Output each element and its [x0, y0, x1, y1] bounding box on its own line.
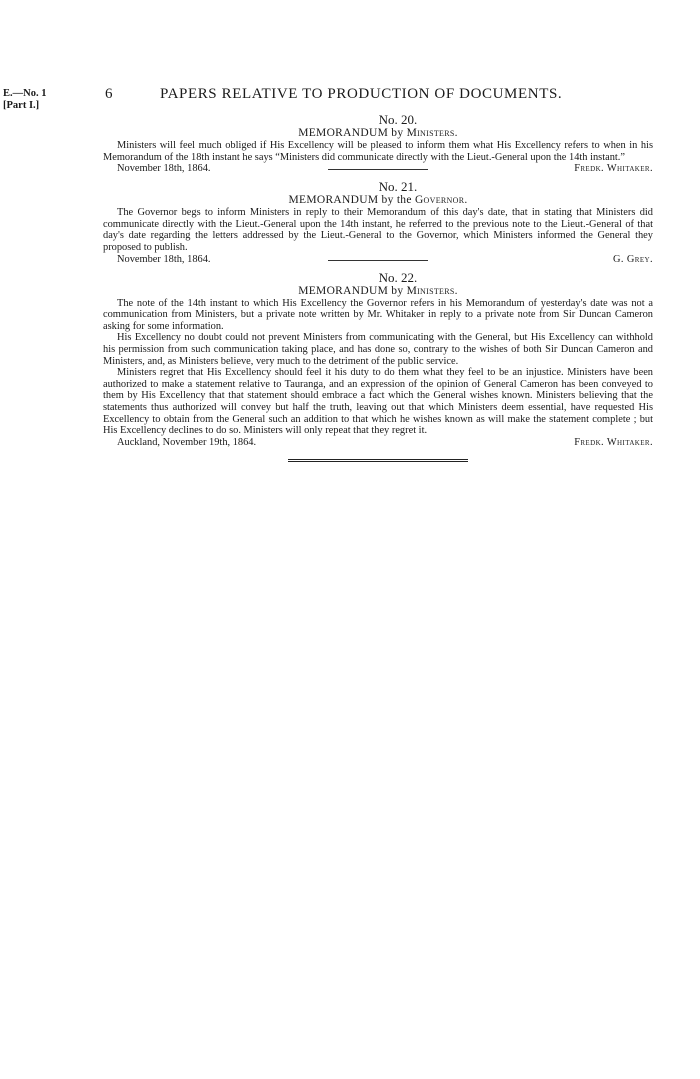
paragraph: The note of the 14th instant to which His Excellency the Governor refers in his Memorandum of yesterday's date was not a communication from Ministers, but a private note written by Mr. Whitaker in reply to a private note from Sir Duncan Cameron asking for some information. — [103, 297, 653, 332]
paragraph: His Excellency no doubt could not prevent Ministers from communicating with the General, but His Excellency can withhold his permission from such communication taking place, and has done so, contrary to the wishes of both Sir Duncan Cameron and Ministers, and, as Ministers believe, very much to the detriment of the public service. — [103, 332, 653, 367]
signature-row — [103, 254, 653, 266]
end-double-rule — [288, 459, 468, 462]
margin-ref-line-1: E.—No. 1 — [3, 88, 47, 99]
running-title: PAPERS RELATIVE TO PRODUCTION OF DOCUMENTS. — [160, 86, 563, 102]
date-line: November 18th, 1864. — [117, 253, 211, 265]
memorandum-22 — [103, 270, 653, 449]
signatory: G. Grey. — [612, 253, 653, 265]
memorandum-title — [103, 194, 653, 207]
date-line: November 18th, 1864. — [117, 163, 211, 175]
margin-ref-line-2: [Part I.] — [3, 100, 40, 111]
memorandum-title — [103, 285, 653, 298]
document-number: No. 20. — [378, 112, 418, 127]
separator-rule — [328, 169, 428, 170]
date-line: Auckland, November 19th, 1864. — [117, 436, 257, 448]
memorandum-20 — [103, 112, 653, 175]
signature-row — [103, 437, 653, 449]
memorandum-title-main: MEMORANDUM by — [298, 127, 404, 139]
memorandum-body — [103, 140, 653, 163]
document-column — [103, 112, 653, 462]
separator-rule — [328, 260, 428, 261]
memorandum-title-author: Governor. — [414, 194, 468, 207]
margin-reference — [3, 88, 46, 112]
document-number: No. 21. — [378, 179, 418, 195]
memorandum-title — [103, 127, 653, 140]
paragraph: Ministers will feel much obliged if His Excellency will be pleased to inform them what His Excellency refers to when in his Memorandum of the 18th instant he says “Ministers did communicate directly with the Lieut.-General upon the 14th instant.” — [103, 140, 653, 163]
signatory: Fredk. Whitaker. — [574, 436, 653, 448]
memorandum-title-author: Ministers. — [406, 127, 458, 139]
signature-row — [103, 163, 653, 175]
paragraph: The Governor begs to inform Ministers in reply to their Memorandum of this day's date, that in stating that Ministers did communicate directly with the Lieut.-General upon the 14th instant, he referred to the previous note to the Lieut.-General of that day's date regarding the letters addressed by the Lieut.-General to the Governor, which Ministers informed the General they proposed to publish. — [103, 207, 653, 253]
memorandum-title-author: Ministers. — [406, 284, 458, 297]
memorandum-21 — [103, 179, 653, 265]
memorandum-title-main: MEMORANDUM by the — [288, 194, 412, 207]
paragraph: Ministers regret that His Excellency should feel it his duty to do them what they feel to be an injustice. Ministers have been authorized to make a statement relative to Tauranga, and an expression of the opinion of General Cameron has been conveyed to them by His Excellency that that statement should embrace a fact which the General wishes known. Ministers believing that the statements thus authorized will convey but half the truth, leaving out that which Ministers deem essential, have requested His Excellency to obtain from the General such an addition to that which he wishes known as will make the statement complete ; but His Excellency declines to do so. Ministers will only repeat that they regret it. — [103, 367, 653, 437]
document-number: No. 22. — [378, 269, 418, 285]
memorandum-title-main: MEMORANDUM by — [298, 284, 404, 297]
page-number: 6 — [105, 86, 113, 102]
memorandum-body — [103, 207, 653, 253]
memorandum-body — [103, 298, 653, 437]
signatory: Fredk. Whitaker. — [574, 163, 653, 175]
